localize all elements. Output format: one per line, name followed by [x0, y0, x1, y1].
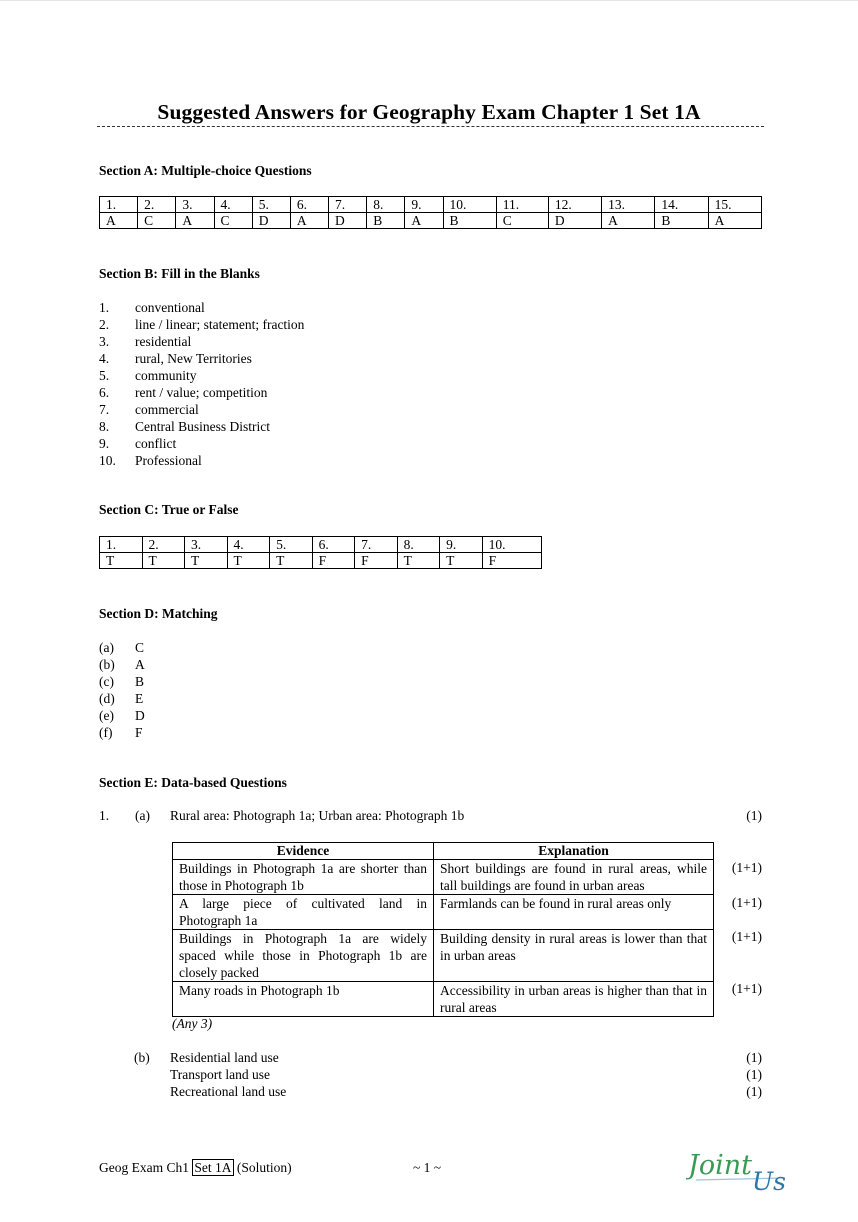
footer-suffix: (Solution)	[236, 1160, 292, 1175]
question-number-cell: 7.	[329, 197, 367, 213]
question-number-cell: 2.	[142, 537, 185, 553]
list-item	[99, 656, 145, 673]
answer-cell: T	[440, 553, 483, 569]
answer-cell: F	[312, 553, 355, 569]
question-number-cell: 8.	[397, 537, 440, 553]
part-label	[134, 1083, 170, 1100]
question-number-cell: 11.	[496, 197, 548, 213]
question-number-cell: 3.	[185, 537, 228, 553]
item-label: (b)	[99, 657, 115, 672]
question-number-row	[100, 537, 542, 553]
answer-cell: T	[270, 553, 313, 569]
question-number-cell: 7.	[355, 537, 398, 553]
part-a-answer: Rural area: Photograph 1a; Urban area: Photograph 1b	[170, 808, 465, 823]
explanation-cell: Accessibility in urban areas is higher than that in rural areas	[434, 982, 714, 1017]
answer-cell: C	[496, 213, 548, 229]
list-item	[134, 1066, 762, 1083]
list-item	[134, 1083, 762, 1100]
item-number: 10.	[99, 453, 116, 468]
question-number: 1.	[99, 808, 110, 823]
answer-cell: D	[548, 213, 601, 229]
footer-set-box: Set 1A	[194, 1160, 232, 1175]
item-answer: line / linear; statement; fraction	[135, 317, 305, 332]
answer-cell: D	[329, 213, 367, 229]
list-item	[99, 724, 145, 741]
question-number-cell: 4.	[214, 197, 252, 213]
question-number-cell: 3.	[176, 197, 214, 213]
answer-cell: F	[355, 553, 398, 569]
part-a-marks: (1)	[746, 808, 762, 823]
answer-cell: C	[138, 213, 176, 229]
section-e-heading: Section E: Data-based Questions	[99, 775, 287, 790]
title-dashed-divider	[97, 126, 764, 127]
question-1b	[134, 1049, 762, 1100]
list-item	[99, 299, 304, 316]
table-row	[173, 982, 714, 1017]
question-number-cell: 5.	[270, 537, 313, 553]
section-b-answer-list	[99, 299, 304, 469]
answer-cell: F	[482, 553, 541, 569]
answer-cell: T	[227, 553, 270, 569]
explanation-cell: Building density in rural areas is lower than that in urban areas	[434, 930, 714, 982]
row-marks: (1+1)	[731, 929, 762, 944]
question-number-cell: 1.	[100, 197, 138, 213]
item-label: (d)	[99, 691, 115, 706]
part-b-answer: Residential land use	[170, 1050, 279, 1065]
item-answer: E	[135, 691, 144, 706]
item-number: 3.	[99, 334, 110, 349]
explanation-cell: Short buildings are found in rural areas, while tall buildings are found in urban areas	[434, 860, 714, 895]
row-marks: (1+1)	[731, 981, 762, 996]
list-item	[99, 333, 304, 350]
list-item	[99, 401, 304, 418]
list-item	[134, 1049, 762, 1066]
answer-row	[100, 553, 542, 569]
question-number-cell: 9.	[405, 197, 443, 213]
list-item	[99, 418, 304, 435]
section-a-answer-table	[99, 196, 762, 229]
question-number-cell: 1.	[100, 537, 143, 553]
table-header-row	[173, 843, 714, 860]
table-row	[173, 860, 714, 895]
question-number-cell: 4.	[227, 537, 270, 553]
table-row	[173, 895, 714, 930]
item-label: (a)	[99, 640, 114, 655]
item-number: 7.	[99, 402, 110, 417]
item-label: (e)	[99, 708, 114, 723]
part-b-marks: (1)	[746, 1050, 762, 1065]
list-item	[99, 316, 304, 333]
section-a-heading: Section A: Multiple-choice Questions	[99, 163, 312, 178]
question-number-cell: 14.	[655, 197, 708, 213]
item-answer: Central Business District	[135, 419, 270, 434]
evidence-cell: A large piece of cultivated land in Photograph 1a	[173, 895, 434, 930]
list-item	[99, 384, 304, 401]
evidence-explanation-table	[172, 842, 714, 1017]
evidence-cell: Many roads in Photograph 1b	[173, 982, 434, 1017]
item-answer: B	[135, 674, 145, 689]
part-label	[134, 1066, 170, 1083]
page-number: ~ 1 ~	[413, 1160, 442, 1175]
answer-cell: A	[405, 213, 443, 229]
part-b-answer: Transport land use	[170, 1067, 270, 1082]
question-number-cell: 8.	[367, 197, 405, 213]
question-number-cell: 15.	[708, 197, 761, 213]
item-answer: rent / value; competition	[135, 385, 268, 400]
question-number-row	[100, 197, 762, 213]
item-answer: C	[135, 640, 145, 655]
part-b-marks: (1)	[746, 1084, 762, 1099]
footer-document-label	[99, 1160, 292, 1176]
answer-cell: C	[214, 213, 252, 229]
svg-text:Joint: Joint	[688, 1150, 752, 1181]
list-item	[99, 690, 145, 707]
answer-cell: B	[655, 213, 708, 229]
list-item	[99, 452, 304, 469]
evidence-header: Evidence	[173, 843, 434, 860]
list-item	[99, 367, 304, 384]
svg-text:Us: Us	[752, 1167, 786, 1196]
item-number: 6.	[99, 385, 110, 400]
item-answer: community	[135, 368, 197, 383]
item-answer: A	[135, 657, 145, 672]
question-number-cell: 5.	[252, 197, 290, 213]
item-label: (c)	[99, 674, 114, 689]
item-answer: rural, New Territories	[135, 351, 252, 366]
question-number-cell: 6.	[290, 197, 328, 213]
answer-cell: A	[100, 213, 138, 229]
explanation-cell: Farmlands can be found in rural areas only	[434, 895, 714, 930]
row-marks: (1+1)	[731, 895, 762, 910]
jointus-logo-icon	[686, 1146, 796, 1196]
list-item	[99, 707, 145, 724]
question-number-cell: 10.	[443, 197, 496, 213]
item-label: (f)	[99, 725, 113, 740]
item-answer: conflict	[135, 436, 177, 451]
question-number-cell: 2.	[138, 197, 176, 213]
evidence-cell: Buildings in Photograph 1a are widely spaced while those in Photograph 1b are closely packed	[173, 930, 434, 982]
section-d-heading: Section D: Matching	[99, 606, 218, 621]
question-1a	[99, 808, 762, 824]
item-number: 9.	[99, 436, 110, 451]
answer-cell: A	[290, 213, 328, 229]
row-marks: (1+1)	[731, 860, 762, 875]
any-3-note: (Any 3)	[172, 1016, 213, 1031]
question-number-cell: 10.	[482, 537, 541, 553]
answer-cell: T	[185, 553, 228, 569]
section-c-answer-table	[99, 536, 542, 569]
question-number-cell: 12.	[548, 197, 601, 213]
item-answer: D	[135, 708, 145, 723]
item-answer: F	[135, 725, 143, 740]
list-item	[99, 673, 145, 690]
answer-row	[100, 213, 762, 229]
item-answer: conventional	[135, 300, 205, 315]
jointus-logo	[686, 1146, 796, 1196]
question-number-cell: 9.	[440, 537, 483, 553]
list-item	[99, 639, 145, 656]
answer-cell: A	[602, 213, 655, 229]
item-number: 2.	[99, 317, 110, 332]
section-d-matching-list	[99, 639, 145, 741]
answer-cell: D	[252, 213, 290, 229]
answer-cell: B	[443, 213, 496, 229]
section-b-heading: Section B: Fill in the Blanks	[99, 266, 260, 281]
answer-cell: T	[142, 553, 185, 569]
list-item	[99, 435, 304, 452]
page-top-border	[0, 0, 858, 1]
answer-cell: A	[176, 213, 214, 229]
item-answer: residential	[135, 334, 192, 349]
part-label: (a)	[135, 808, 150, 823]
answer-cell: T	[100, 553, 143, 569]
item-number: 5.	[99, 368, 110, 383]
part-b-answer: Recreational land use	[170, 1084, 287, 1099]
answer-cell: A	[708, 213, 761, 229]
part-b-marks: (1)	[746, 1067, 762, 1082]
answer-cell: T	[397, 553, 440, 569]
answer-cell: B	[367, 213, 405, 229]
item-number: 1.	[99, 300, 110, 315]
list-item	[99, 350, 304, 367]
item-number: 4.	[99, 351, 110, 366]
item-answer: Professional	[135, 453, 202, 468]
question-number-cell: 13.	[602, 197, 655, 213]
document-title: Suggested Answers for Geography Exam Chapter 1 Set 1A	[157, 100, 701, 124]
item-number: 8.	[99, 419, 110, 434]
explanation-header: Explanation	[434, 843, 714, 860]
section-c-heading: Section C: True or False	[99, 502, 239, 517]
table-row	[173, 930, 714, 982]
part-label: (b)	[134, 1050, 150, 1065]
item-answer: commercial	[135, 402, 199, 417]
question-number-cell: 6.	[312, 537, 355, 553]
footer-prefix: Geog Exam Ch1	[99, 1160, 189, 1175]
evidence-cell: Buildings in Photograph 1a are shorter than those in Photograph 1b	[173, 860, 434, 895]
